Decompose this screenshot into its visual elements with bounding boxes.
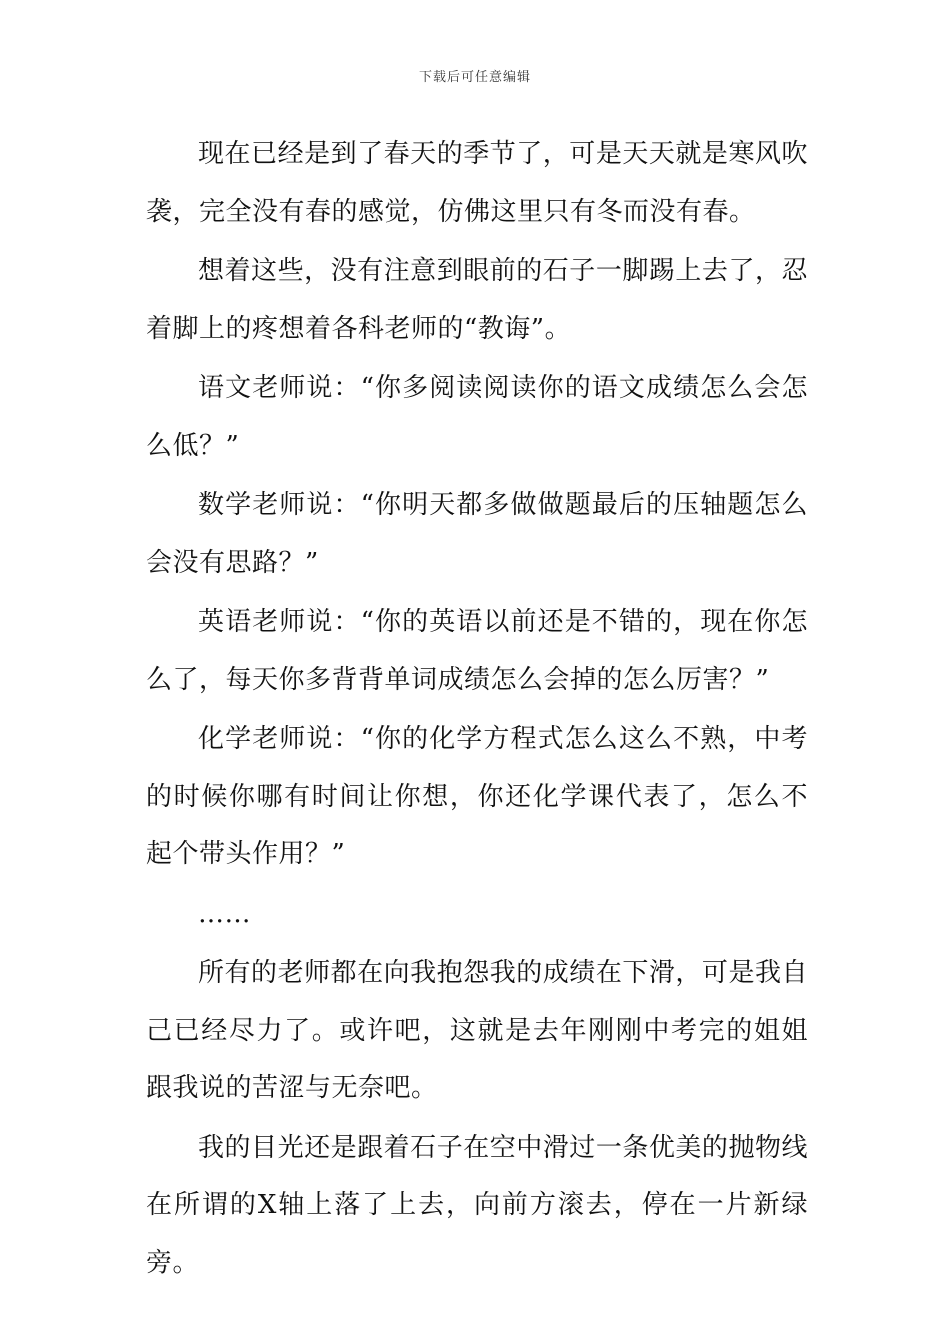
paragraph-chinese-teacher: 语文老师说：“你多阅读阅读你的语文成绩怎么会怎么低？” bbox=[146, 373, 808, 461]
paragraph-ellipsis: …… bbox=[198, 898, 251, 929]
paragraph-english-teacher: 英语老师说：“你的英语以前还是不错的，现在你怎么了，每天你多背背单词成绩怎么会掉的怎么厉害？” bbox=[146, 607, 808, 695]
paragraph-parabola: 我的目光还是跟着石子在空中滑过一条优美的抛物线在所谓的X轴上落了上去，向前方滚去，停在一片新绿旁。 bbox=[146, 1132, 808, 1278]
paragraph-spring: 现在已经是到了春天的季节了，可是天天就是寒风吹袭，完全没有春的感觉，仿佛这里只有冬而没有春。 bbox=[146, 139, 808, 227]
paragraph-math-teacher: 数学老师说：“你明天都多做做题最后的压轴题怎么会没有思路？” bbox=[146, 490, 808, 578]
page-header-note: 下载后可任意编辑 bbox=[418, 70, 531, 85]
document-body bbox=[146, 126, 808, 1294]
paragraph-kick-stone: 想着这些，没有注意到眼前的石子一脚踢上去了，忍着脚上的疼想着各科老师的“教诲”。 bbox=[146, 256, 808, 344]
paragraph-complaints: 所有的老师都在向我抱怨我的成绩在下滑，可是我自己已经尽力了。或许吧，这就是去年刚刚中考完的姐姐跟我说的苦涩与无奈吧。 bbox=[146, 958, 808, 1103]
paragraph-chemistry-teacher: 化学老师说：“你的化学方程式怎么这么不熟，中考的时候你哪有时间让你想，你还化学课代表了，怎么不起个带头作用？” bbox=[146, 724, 808, 869]
